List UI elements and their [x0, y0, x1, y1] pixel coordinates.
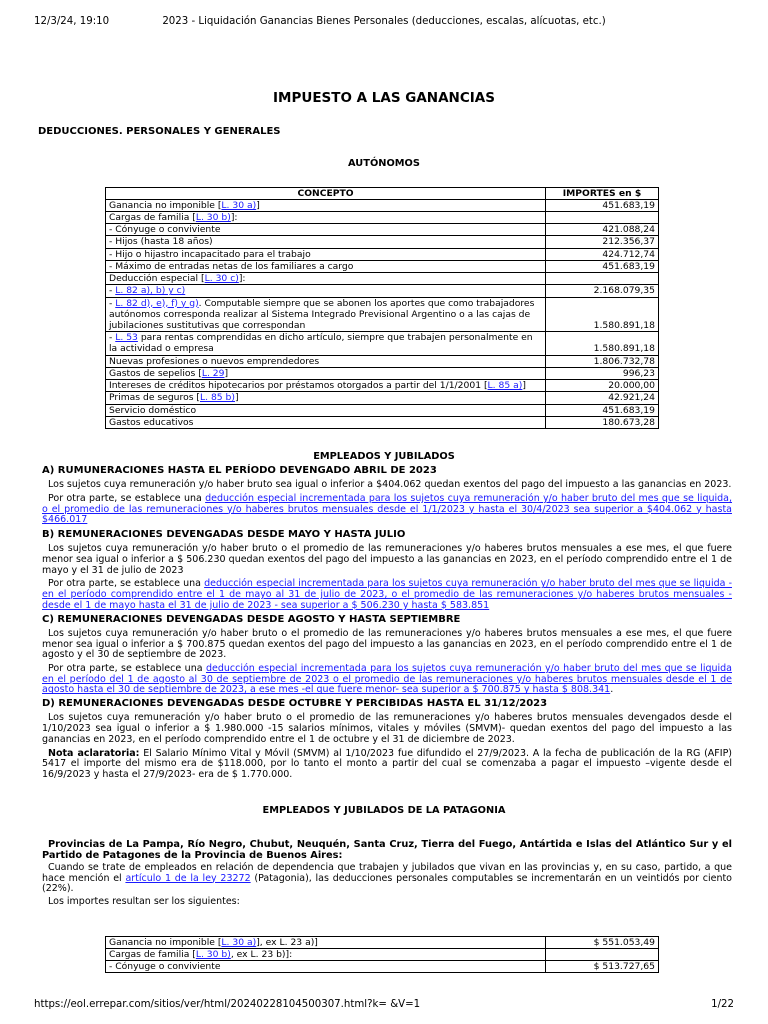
concept-cell: - L. 82 a), b) y c) — [106, 285, 546, 297]
section-c-title: C) REMUNERACIONES DEVENGADAS DESDE AGOSTO Y HASTA SEPTIEMBRE — [42, 613, 461, 625]
law-reference-link[interactable]: L. 85 a) — [487, 380, 523, 392]
patagonia-text-2: Los importes resultan ser los siguientes: — [48, 896, 240, 908]
section-c-text: Los sujetos cuya remuneración y/o haber bruto o el promedio de las remuneraciones y/o haberes brutos mensuales a ese mes, el que fuere menor sea igual o inferior a $ 700.875 quedan exentos del pago del impuesto a las ganancias en 2023, en el período comprendido entre el 1 de agosto y el 30 de septiembre de 2023. — [42, 627, 732, 661]
table-row — [106, 404, 659, 416]
patagonia-provinces: Provincias de La Pampa, Río Negro, Chubut, Neuquén, Santa Cruz, Tierra del Fuego, Antártida e Islas del Atlántico Sur y el Partido de Patagones de la Provincia de Buenos Aires: — [42, 838, 732, 861]
autonomos-table — [105, 187, 659, 429]
table-header-row — [106, 187, 659, 199]
table-row — [106, 961, 659, 973]
concept-cell: - Hijos (hasta 18 años) — [106, 236, 546, 248]
table-row — [106, 260, 659, 272]
document-body — [36, 40, 732, 973]
print-url: https://eol.errepar.com/sitios/ver/html/20240228104500307.html?k= &V=1 — [34, 999, 421, 1010]
patagonia-text: Cuando se trate de empleados en relación de dependencia que trabajen y jubilados que vivan en las provincias y, en su caso, partido, a que hace mención el artículo 1 de la ley 23272 (Patagonia), las deducciones personales computables se incrementarán en un veintidós por ciento (22%). — [42, 861, 732, 895]
page-number: 1/22 — [711, 999, 734, 1010]
concept-cell: Ganancia no imponible [L. 30 a)], ex L. 23 a)] — [106, 936, 546, 948]
concept-cell: Cargas de familia [L. 30 b), ex L. 23 b)]: — [106, 949, 546, 961]
concept-cell: - Hijo o hijastro incapacitado para el trabajo — [106, 248, 546, 260]
table-row — [106, 212, 659, 224]
concept-cell: Gastos educativos — [106, 416, 546, 428]
section-d-title: D) REMUNERACIONES DEVENGADAS DESDE OCTUBRE Y PERCIBIDAS HASTA EL 31/12/2023 — [42, 698, 548, 710]
amount-cell: 180.673,28 — [546, 416, 659, 428]
concept-cell: Cargas de familia [L. 30 b)]: — [106, 212, 546, 224]
print-datetime: 12/3/24, 19:10 — [34, 16, 110, 27]
concept-cell: Primas de seguros [L. 85 b)] — [106, 392, 546, 404]
concept-cell: - Máximo de entradas netas de los familiares a cargo — [106, 260, 546, 272]
table-row — [106, 936, 659, 948]
col-importes: IMPORTES en $ — [546, 187, 659, 199]
empleados-heading: EMPLEADOS Y JUBILADOS — [313, 450, 455, 462]
section-b-title: B) REMUNERACIONES DEVENGADAS DESDE MAYO Y HASTA JULIO — [42, 529, 406, 541]
amount-cell: 1.806.732,78 — [546, 355, 659, 367]
concept-cell: Gastos de sepelios [L. 29] — [106, 367, 546, 379]
amount-cell: 20.000,00 — [546, 380, 659, 392]
section-a-title: A) RUMUNERACIONES HASTA EL PERÍODO DEVENGADO ABRIL DE 2023 — [42, 464, 437, 476]
amount-cell: $ 513.727,65 — [546, 961, 659, 973]
concept-cell: - L. 82 d), e), f) y g). Computable siempre que se abonen los aportes que como trabajadores autónomos corresponda realizar al Sistema Integrado Previsional Argentino o a las cajas de jubilaciones sustitutivas que correspondan — [106, 297, 546, 332]
amount-cell — [546, 949, 659, 961]
concept-cell: - Cónyuge o conviviente — [106, 224, 546, 236]
table-row — [106, 380, 659, 392]
section-a-text: Los sujetos cuya remuneración y/o haber bruto sea igual o inferior a $404.062 quedan exentos del pago del impuesto a las ganancias en 2023. — [48, 479, 732, 491]
law-reference-link[interactable]: L. 30 a) — [221, 936, 257, 948]
link-deduccion-c[interactable]: deducción especial incrementada para los sujetos cuya remuneración y/o haber bruto del mes que se liquida en el período del 1 de agosto al 30 de septiembre de 2023 o el promedio de las remuneraciones y/o haberes brutos mensuales desde el 1 de agosto hasta el 30 de septiembre de 2023, a ese mes -el que fuere menor- sea superior a $ 700.875 y hasta $ 808.341 — [42, 663, 732, 696]
table-row — [106, 236, 659, 248]
table-row — [106, 332, 659, 355]
amount-cell: 424.712,74 — [546, 248, 659, 260]
table-row — [106, 367, 659, 379]
concept-cell: - Cónyuge o conviviente — [106, 961, 546, 973]
section-b-text-2: Por otra parte, se establece una deducción especial incrementada para los sujetos cuya remuneración y/o haber bruto del mes que se liquida -en el período comprendido entre el 1 de mayo al 31 de julio de 2023, o el promedio de las remuneraciones y/o haberes brutos mensuales -desde el 1 de mayo hasta el 31 de julio de 2023 - sea superior a $ 506.230 y hasta $ 583.851 — [42, 578, 732, 611]
patagonia-table — [105, 936, 659, 974]
law-reference-link[interactable]: L. 85 b) — [199, 392, 235, 404]
amount-cell: 2.168.079,35 — [546, 285, 659, 297]
section-c-text-2: Por otra parte, se establece una deducción especial incrementada para los sujetos cuya remuneración y/o haber bruto del mes que se liquida en el período del 1 de agosto al 30 de septiembre de 2023 o el promedio de las remuneraciones y/o haberes brutos mensuales desde el 1 de agosto hasta el 30 de septiembre de 2023, a ese mes -el que fuere menor- sea superior a $ 700.875 y hasta $ 808.341. — [42, 663, 732, 696]
amount-cell: 1.580.891,18 — [546, 332, 659, 355]
amount-cell: 1.580.891,18 — [546, 297, 659, 332]
concept-cell: Servicio doméstico — [106, 404, 546, 416]
document-title: IMPUESTO A LAS GANANCIAS — [273, 90, 495, 106]
section-d-text: Los sujetos cuya remuneración y/o haber bruto o el promedio de las remuneraciones y/o haberes brutos mensuales devengados desde el 1/10/2023 sea igual o inferior a $ 1.980.000 -15 salarios mínimos, vitales y móviles (SMVM)- quedan exentos del pago del impuesto a las ganancias en 2023, en el período comprendido entre el 1 de octubre y el 31 de diciembre de 2023. — [42, 712, 732, 745]
section-a-text-2: Por otra parte, se establece una deducción especial incrementada para los sujetos cuya remuneración y/o haber bruto del mes que se liquida, o el promedio de las remuneraciones y/o haberes brutos mensuales desde el 1/1/2023 y hasta el 30/4/2023 sea superior a $404.062 y hasta $466.017 — [42, 492, 733, 526]
amount-cell — [546, 212, 659, 224]
law-reference-link[interactable]: L. 30 b) — [195, 949, 231, 961]
link-deduccion-a[interactable]: deducción especial incrementada para los sujetos cuya remuneración y/o haber bruto del mes que se liquida, o el promedio de las remuneraciones y/o haberes brutos mensuales desde el 1/1/2023 y hasta el 30/4/2023 sea superior a $404.062 y hasta $466.017 — [42, 492, 733, 526]
table-row — [106, 355, 659, 367]
law-reference-link[interactable]: L. 53 — [115, 332, 138, 344]
table-row — [106, 273, 659, 285]
amount-cell: $ 551.053,49 — [546, 936, 659, 948]
law-reference-link[interactable]: L. 30 b) — [195, 212, 231, 224]
concept-cell: Intereses de créditos hipotecarios por préstamos otorgados a partir del 1/1/2001 [L. 85 a)] — [106, 380, 546, 392]
table-row — [106, 248, 659, 260]
table-row — [106, 297, 659, 332]
patagonia-heading: EMPLEADOS Y JUBILADOS DE LA PATAGONIA — [262, 804, 506, 816]
amount-cell: 421.088,24 — [546, 224, 659, 236]
concept-cell: Deducción especial [L. 30 c)]: — [106, 273, 546, 285]
amount-cell: 42.921,24 — [546, 392, 659, 404]
section-b-text: Los sujetos cuya remuneración y/o haber bruto o el promedio de las remuneraciones y/o haberes brutos mensuales a ese mes, el que fuere menor sea igual o inferior a $ 506.230 quedan exentos del pago del impuesto a las ganancias en 2023, en el período comprendido entre el 1 de mayo y el 31 de julio de 2023 — [42, 543, 732, 576]
concept-cell: Ganancia no imponible [L. 30 a)] — [106, 199, 546, 211]
concept-cell: Nuevas profesiones o nuevos emprendedores — [106, 355, 546, 367]
autonomos-heading: AUTÓNOMOS — [348, 157, 420, 169]
table-row — [106, 224, 659, 236]
amount-cell: 451.683,19 — [546, 404, 659, 416]
law-reference-link[interactable]: L. 30 a) — [221, 199, 257, 211]
amount-cell: 212.356,37 — [546, 236, 659, 248]
amount-cell — [546, 273, 659, 285]
law-reference-link[interactable]: L. 30 c) — [204, 273, 239, 285]
amount-cell: 451.683,19 — [546, 199, 659, 211]
col-concepto: CONCEPTO — [106, 187, 546, 199]
table-row — [106, 392, 659, 404]
law-reference-link[interactable]: L. 82 d), e), f) y g) — [115, 297, 199, 309]
table-row — [106, 199, 659, 211]
amount-cell: 451.683,19 — [546, 260, 659, 272]
print-title: 2023 - Liquidación Ganancias Bienes Personales (deducciones, escalas, alícuotas, etc.) — [162, 16, 606, 27]
section-title: DEDUCCIONES. PERSONALES Y GENERALES — [38, 126, 281, 138]
table-row — [106, 285, 659, 297]
concept-cell: - L. 53 para rentas comprendidas en dicho artículo, siempre que trabajen personalmente en la actividad o empresa — [106, 332, 546, 355]
law-reference-link[interactable]: L. 29 — [201, 367, 225, 379]
section-d-note: Nota aclaratoria: El Salario Mínimo Vital y Móvil (SMVM) al 1/10/2023 fue difundido el 27/9/2023. A la fecha de publicación de la RG (AFIP) 5417 el importe del mismo era de $118.000, por lo tanto el monto a partir del cual se comenzaba a pagar el impuesto –vigente desde el 16/9/2023 y hasta el 27/9/2023- era de $ 1.770.000. — [42, 747, 732, 781]
table-row — [106, 949, 659, 961]
link-ley-23272[interactable]: artículo 1 de la ley 23272 — [125, 872, 251, 884]
table-row — [106, 416, 659, 428]
law-reference-link[interactable]: L. 82 a), b) y c) — [115, 285, 186, 297]
amount-cell: 996,23 — [546, 367, 659, 379]
link-deduccion-b[interactable]: deducción especial incrementada para los sujetos cuya remuneración y/o haber bruto del mes que se liquida -en el período comprendido entre el 1 de mayo al 31 de julio de 2023, o el promedio de las remuneraciones y/o haberes brutos mensuales -desde el 1 de mayo hasta el 31 de julio de 2023 - sea superior a $ 506.230 y hasta $ 583.851 — [42, 578, 732, 611]
